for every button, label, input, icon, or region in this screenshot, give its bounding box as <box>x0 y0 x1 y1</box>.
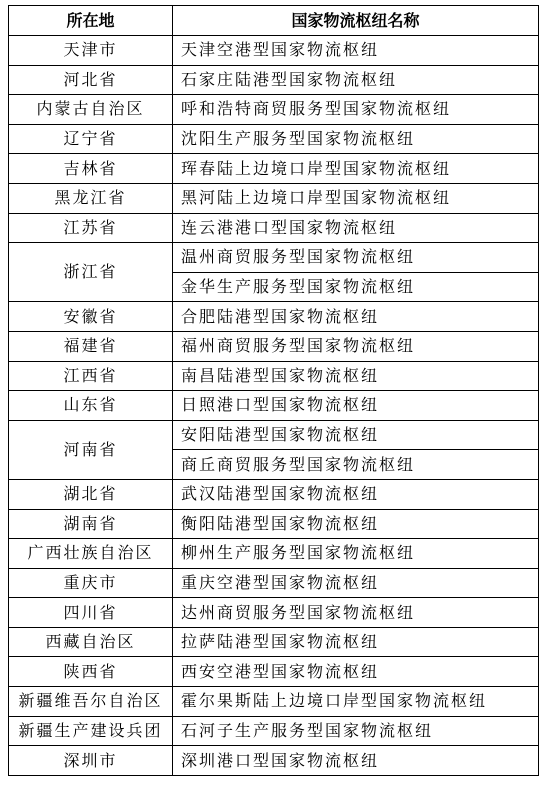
table-row <box>9 479 539 509</box>
hub-name-cell: 武汉陆港型国家物流枢纽 <box>173 479 539 509</box>
region-cell: 安徽省 <box>9 302 173 332</box>
hub-name-cell: 霍尔果斯陆上边境口岸型国家物流枢纽 <box>173 687 539 717</box>
table-row <box>9 420 539 450</box>
table-row <box>9 213 539 243</box>
hub-name-cell: 日照港口型国家物流枢纽 <box>173 391 539 421</box>
hub-name-cell: 合肥陆港型国家物流枢纽 <box>173 302 539 332</box>
hub-name-cell: 西安空港型国家物流枢纽 <box>173 657 539 687</box>
hub-name-cell: 衡阳陆港型国家物流枢纽 <box>173 509 539 539</box>
table-row <box>9 95 539 125</box>
table-row <box>9 65 539 95</box>
hub-name-cell: 连云港港口型国家物流枢纽 <box>173 213 539 243</box>
table-row <box>9 361 539 391</box>
region-cell: 新疆维吾尔自治区 <box>9 687 173 717</box>
table-row <box>9 183 539 213</box>
hub-name-cell: 金华生产服务型国家物流枢纽 <box>173 272 539 302</box>
table-row <box>9 657 539 687</box>
region-cell: 湖南省 <box>9 509 173 539</box>
hub-name-cell: 石家庄陆港型国家物流枢纽 <box>173 65 539 95</box>
table-row <box>9 124 539 154</box>
hub-name-cell: 天津空港型国家物流枢纽 <box>173 36 539 66</box>
region-cell: 新疆生产建设兵团 <box>9 716 173 746</box>
hub-name-cell: 黑河陆上边境口岸型国家物流枢纽 <box>173 183 539 213</box>
hub-name-cell: 温州商贸服务型国家物流枢纽 <box>173 243 539 273</box>
region-column-header: 所在地 <box>9 6 173 36</box>
table-row <box>9 568 539 598</box>
region-cell: 深圳市 <box>9 746 173 776</box>
region-cell: 江西省 <box>9 361 173 391</box>
hub-name-cell: 珲春陆上边境口岸型国家物流枢纽 <box>173 154 539 184</box>
table-row <box>9 243 539 273</box>
table-row <box>9 746 539 776</box>
region-cell: 天津市 <box>9 36 173 66</box>
hub-name-cell: 重庆空港型国家物流枢纽 <box>173 568 539 598</box>
region-cell: 重庆市 <box>9 568 173 598</box>
region-cell: 广西壮族自治区 <box>9 539 173 569</box>
hub-name-cell: 柳州生产服务型国家物流枢纽 <box>173 539 539 569</box>
region-cell: 福建省 <box>9 331 173 361</box>
hub-name-cell: 石河子生产服务型国家物流枢纽 <box>173 716 539 746</box>
table-row <box>9 598 539 628</box>
table-row <box>9 539 539 569</box>
region-cell: 西藏自治区 <box>9 627 173 657</box>
table-row <box>9 391 539 421</box>
region-cell: 山东省 <box>9 391 173 421</box>
hub-name-cell: 沈阳生产服务型国家物流枢纽 <box>173 124 539 154</box>
hub-column-header: 国家物流枢纽名称 <box>173 6 539 36</box>
region-cell: 陕西省 <box>9 657 173 687</box>
region-cell: 内蒙古自治区 <box>9 95 173 125</box>
hub-name-cell: 深圳港口型国家物流枢纽 <box>173 746 539 776</box>
region-cell: 四川省 <box>9 598 173 628</box>
table-row <box>9 716 539 746</box>
hub-name-cell: 安阳陆港型国家物流枢纽 <box>173 420 539 450</box>
hub-name-cell: 达州商贸服务型国家物流枢纽 <box>173 598 539 628</box>
region-cell: 辽宁省 <box>9 124 173 154</box>
region-cell: 湖北省 <box>9 479 173 509</box>
table-row <box>9 509 539 539</box>
table-body <box>9 36 539 776</box>
region-cell: 吉林省 <box>9 154 173 184</box>
region-cell: 黑龙江省 <box>9 183 173 213</box>
hub-name-cell: 南昌陆港型国家物流枢纽 <box>173 361 539 391</box>
logistics-hub-table <box>8 5 539 776</box>
table-header-row <box>9 6 539 36</box>
table-row <box>9 687 539 717</box>
table-row <box>9 627 539 657</box>
region-cell: 河南省 <box>9 420 173 479</box>
table-row <box>9 331 539 361</box>
hub-name-cell: 商丘商贸服务型国家物流枢纽 <box>173 450 539 480</box>
region-cell: 江苏省 <box>9 213 173 243</box>
hub-name-cell: 福州商贸服务型国家物流枢纽 <box>173 331 539 361</box>
hub-name-cell: 呼和浩特商贸服务型国家物流枢纽 <box>173 95 539 125</box>
table-row <box>9 36 539 66</box>
hub-name-cell: 拉萨陆港型国家物流枢纽 <box>173 627 539 657</box>
table-row <box>9 154 539 184</box>
region-cell: 浙江省 <box>9 243 173 302</box>
region-cell: 河北省 <box>9 65 173 95</box>
table-row <box>9 302 539 332</box>
